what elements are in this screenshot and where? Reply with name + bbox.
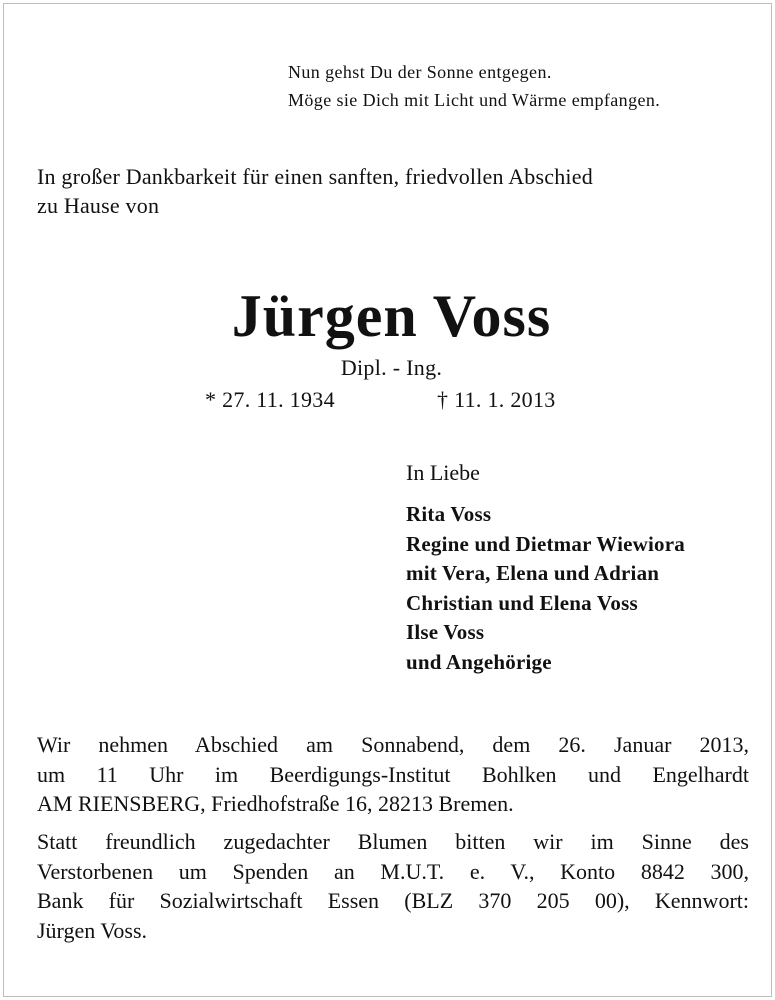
mourners-list xyxy=(406,500,685,677)
obituary-notice xyxy=(3,3,772,997)
intro-text xyxy=(37,162,749,220)
donation-line: Bank für Sozialwirtschaft Essen (BLZ 370 205 00), Kennwort: xyxy=(37,888,749,913)
birth-date: * 27. 11. 1934 xyxy=(205,387,335,412)
motto-quote xyxy=(288,58,758,114)
donation-line: Verstorbenen um Spenden an M.U.T. e. V., Konto 8842 300, xyxy=(37,858,749,884)
mourner-name: Rita Voss xyxy=(406,502,492,526)
motto-line: Möge sie Dich mit Licht und Wärme empfangen. xyxy=(288,90,661,110)
deceased-title: Dipl. - Ing. xyxy=(340,355,443,380)
deceased-name: Jürgen Voss xyxy=(231,283,552,349)
mourner-name: und Angehörige xyxy=(406,649,552,674)
farewell-line: um 11 Uhr im Beerdigungs-Institut Bohlken und Engelhardt xyxy=(37,761,749,787)
intro-line: zu Hause von xyxy=(37,193,160,218)
donation-paragraph xyxy=(37,827,749,945)
donation-line: Statt freundlich zugedachter Blumen bitten wir im Sinne des xyxy=(37,829,749,854)
mourner-name: Christian und Elena Voss xyxy=(406,590,638,615)
donation-line: Jürgen Voss. xyxy=(37,917,148,943)
intro-line: In großer Dankbarkeit für einen sanften, friedvollen Abschied xyxy=(37,164,593,189)
motto-line: Nun gehst Du der Sonne entgegen. xyxy=(288,62,552,82)
mourners-label: In Liebe xyxy=(406,460,480,485)
death-date: † 11. 1. 2013 xyxy=(437,387,556,412)
farewell-line: AM RIENSBERG, Friedhofstraße 16, 28213 Bremen. xyxy=(37,791,514,816)
mourner-name: mit Vera, Elena und Adrian xyxy=(406,561,660,585)
mourner-name: Regine und Dietmar Wiewiora xyxy=(406,531,685,556)
mourner-name: Ilse Voss xyxy=(406,620,485,644)
farewell-paragraph xyxy=(37,730,749,819)
farewell-line: Wir nehmen Abschied am Sonnabend, dem 26. Januar 2013, xyxy=(37,732,749,757)
